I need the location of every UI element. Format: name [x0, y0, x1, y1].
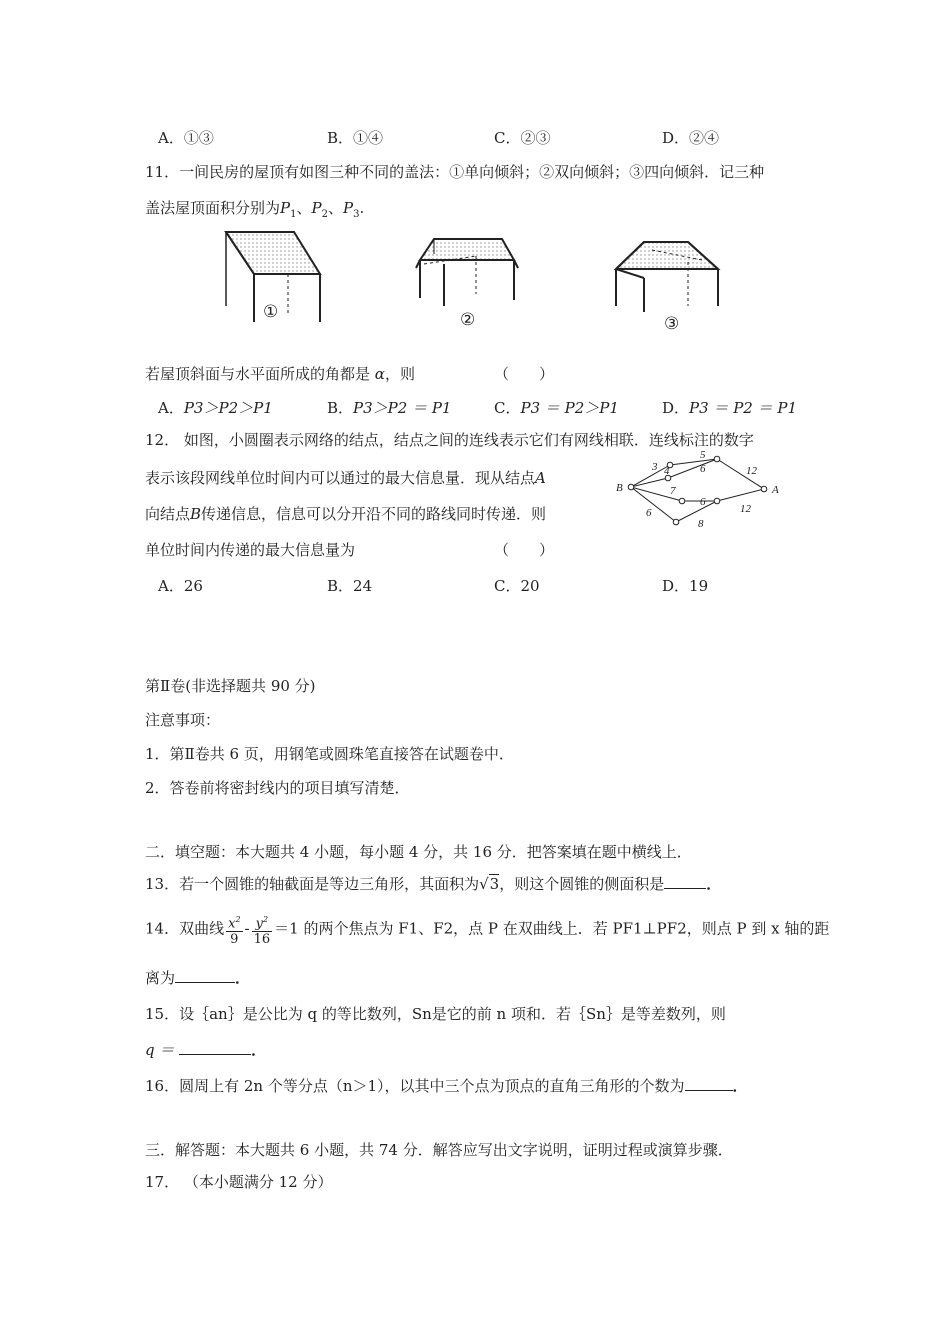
q16: 16．圆周上有 2n 个等分点（n＞1），以其中三个点为顶点的直角三角形的个数为 ． — [145, 1077, 748, 1095]
q12-stem-line2: 表示该段网线单位时间内可以通过的最大信息量．现从结点A — [145, 469, 546, 487]
node — [673, 519, 679, 525]
part2-notice: 注意事项： — [145, 711, 221, 729]
edge-label: 4 — [664, 465, 670, 477]
node — [679, 498, 685, 504]
roof-label-3: ③ — [664, 314, 680, 334]
edge-label: 12 — [746, 465, 757, 477]
q10-option-d: D．②④ — [662, 129, 720, 147]
q11-condition: 若屋顶斜面与水平面所成的角都是 α，则 — [145, 365, 415, 383]
roof-label-1: ① — [263, 302, 279, 322]
section3-heading: 三．解答题：本大题共 6 小题，共 74 分．解答应写出文字说明，证明过程或演算步骤． — [145, 1141, 733, 1159]
q15-line2: q ＝ ． — [145, 1041, 267, 1059]
part2-title: 第Ⅱ卷(非选择题共 90 分) — [145, 677, 316, 695]
edge-label: 6 — [700, 496, 706, 508]
q12-option-a: A．26 — [158, 577, 203, 595]
q14-line2: 离为 ． — [145, 969, 251, 987]
edge-label: 6 — [646, 507, 652, 519]
node-b — [628, 484, 634, 490]
node — [714, 498, 720, 504]
edge-label: 8 — [698, 518, 704, 530]
q12-option-c: C．20 — [494, 577, 540, 595]
edge-label: 5 — [700, 449, 706, 461]
q11-option-a: A．P3＞P2＞P1 — [158, 399, 273, 417]
q12-stem-line3: 向结点B传递信息，信息可以分开沿不同的路线同时传递．则 — [145, 505, 547, 523]
edge-label: 12 — [740, 503, 751, 515]
q11-option-c: C．P3 ＝ P2＞P1 — [494, 399, 619, 417]
q17-title: 17． （本小题满分 12 分） — [145, 1173, 333, 1191]
label-node-a: A — [772, 484, 779, 496]
section2-heading: 二．填空题：本大题共 4 小题，每小题 4 分，共 16 分．把答案填在题中横线上． — [145, 843, 692, 861]
roof-figure-2 — [416, 239, 518, 306]
q12-answer-paren: （ ） — [494, 541, 555, 559]
q12-stem-line4: 单位时间内传递的最大信息量为 — [145, 541, 356, 559]
q14-line1: 14．双曲线 $\frac{x^2}{9}$ - $\frac{y^2}{16}$ ＝1 的两个焦点为 F1、F2，点 P 在双曲线上．若 PF1⊥PF2，则点 P 到 x 轴的距 — [145, 915, 830, 948]
q11-stem-line1: 11．一间民房的屋顶有如图三种不同的盖法：①单向倾斜；②双向倾斜；③四向倾斜．记三种 — [145, 163, 765, 181]
roof-figure-3 — [616, 242, 718, 312]
q15-line1: 15．设｛an｝是公比为 q 的等比数列，Sn是它的前 n 项和．若｛Sn｝是等差数列，则 — [145, 1005, 726, 1023]
node — [714, 456, 720, 462]
edge-label: 7 — [670, 485, 676, 497]
q12-stem-line1: 12． 如图，小圆圈表示网络的结点，结点之间的连线表示它们有网线相联．连线标注的数字 — [145, 431, 754, 449]
q10-option-c: C．②③ — [494, 129, 551, 147]
label-node-b: B — [616, 482, 623, 494]
part2-item1: 1．第Ⅱ卷共 6 页，用钢笔或圆珠笔直接答在试题卷中． — [145, 745, 514, 763]
q13: 13．若一个圆锥的轴截面是等边三角形，其面积为√3，则这个圆锥的侧面积是 ． — [145, 875, 722, 893]
q11-stem-line2: 盖法屋顶面积分别为$P_1$、$P_2$、$P_3$. — [145, 199, 365, 220]
node-a — [761, 486, 767, 492]
network-diagram — [612, 446, 792, 532]
edge-label: 6 — [700, 463, 706, 475]
q11-answer-paren: （ ） — [494, 365, 555, 383]
q11-option-d: D．P3 ＝ P2 ＝ P1 — [662, 399, 798, 417]
q12-option-d: D．19 — [662, 577, 709, 595]
part2-item2: 2．答卷前将密封线内的项目填写清楚． — [145, 779, 410, 797]
q10-option-a: A．①③ — [158, 129, 214, 147]
roof-label-2: ② — [460, 310, 476, 330]
edge-label: 3 — [652, 461, 658, 473]
q12-option-b: B．24 — [327, 577, 373, 595]
q10-option-b: B．①④ — [327, 129, 384, 147]
q11-option-b: B．P3＞P2 ＝ P1 — [327, 399, 452, 417]
